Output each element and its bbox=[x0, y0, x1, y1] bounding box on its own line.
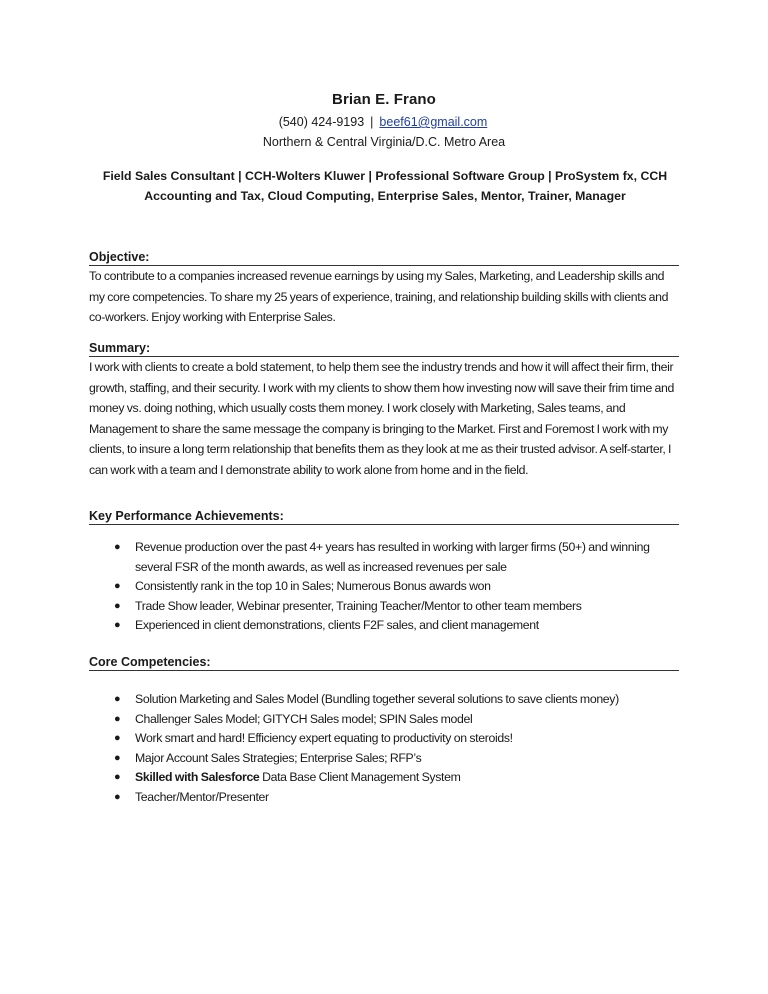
summary-title: Summary: bbox=[89, 340, 679, 357]
achievements-section bbox=[89, 508, 679, 636]
objective-title: Objective: bbox=[89, 249, 679, 266]
bullet-icon: ● bbox=[114, 619, 121, 631]
objective-section bbox=[89, 249, 679, 328]
candidate-name: Brian E. Frano bbox=[332, 91, 436, 108]
region-line: Northern & Central Virginia/D.C. Metro Area bbox=[262, 135, 506, 149]
bullet-icon: ● bbox=[114, 541, 121, 553]
summary-section bbox=[89, 340, 679, 480]
bullet-icon: ● bbox=[114, 751, 121, 764]
contact-separator: | bbox=[370, 115, 374, 129]
competencies-section bbox=[89, 654, 679, 807]
contact-line bbox=[0, 115, 767, 129]
salesforce-bold-text: Skilled with Salesforce bbox=[135, 770, 260, 784]
bullet-icon: ● bbox=[114, 693, 121, 705]
list-item: ● Experienced in client demonstrations, clients F2F sales, and client management bbox=[89, 616, 679, 636]
bullet-icon: ● bbox=[114, 712, 121, 725]
list-item: ● Consistently rank in the top 10 in Sales; Numerous Bonus awards won bbox=[89, 577, 679, 597]
bullet-icon: ● bbox=[114, 790, 121, 803]
competencies-title: Core Competencies: bbox=[89, 654, 679, 671]
list-item: ● Major Account Sales Strategies; Enterprise Sales; RFP’s bbox=[89, 749, 679, 769]
list-item: ● Skilled with Salesforce Data Base Client Management System bbox=[89, 768, 679, 788]
list-item: ● Work smart and hard! Efficiency expert equating to productivity on steroids! bbox=[89, 729, 679, 749]
list-item: ● Trade Show leader, Webinar presenter, Training Teacher/Mentor to other team members bbox=[89, 597, 679, 617]
achievements-title: Key Performance Achievements: bbox=[89, 508, 679, 525]
bullet-icon: ● bbox=[114, 599, 121, 612]
phone-number: (540) 424-9193 bbox=[278, 115, 365, 129]
objective-text: To contribute to a companies increased revenue earnings by using my Sales, Marketing, and Leadership skills and my core competencies. To share my 25 years of experience, training, and relationship building skills with clients and co-workers. Enjoy working with Enterprise Sales. bbox=[89, 269, 669, 324]
bullet-icon: ● bbox=[114, 732, 121, 744]
summary-text: I work with clients to create a bold statement, to help them see the industry trends and how it will affect their firm, their growth, staffing, and their security. I work with my clients to show them how investing now will save their frim time and money vs. doing nothing, which usually costs them money. I work closely with Marketing, Sales teams, and Management to share the same message the company is bringing to the Market. First and Foremost I work with my clients, to insure a long term relationship that benefits them as they look at me as their trusted advisor. A self-starter, I can work with a team and I demonstrate ability to work alone from home and in the field. bbox=[89, 360, 675, 477]
achievements-list bbox=[89, 538, 679, 636]
list-item: ● Challenger Sales Model; GITYCH Sales model; SPIN Sales model bbox=[89, 710, 679, 730]
list-item: ● Revenue production over the past 4+ years has resulted in working with larger firms (50+) and winning several FSR of the month awards, as well as increased revenues per sale bbox=[114, 540, 650, 574]
bullet-icon: ● bbox=[114, 771, 121, 783]
competencies-list bbox=[89, 690, 679, 807]
headline: Field Sales Consultant | CCH-Wolters Kluwer | Professional Software Group | ProSystem fx, CCH Accounting and Tax, Cloud Computing, Enterprise Sales, Mentor, Trainer, Manager bbox=[102, 169, 668, 203]
bullet-icon: ● bbox=[114, 580, 121, 592]
list-item: ● Teacher/Mentor/Presenter bbox=[89, 788, 679, 808]
list-item: ● Solution Marketing and Sales Model (Bundling together several solutions to save clients money) bbox=[89, 690, 679, 710]
email-link[interactable]: beef61@gmail.com bbox=[379, 115, 488, 129]
